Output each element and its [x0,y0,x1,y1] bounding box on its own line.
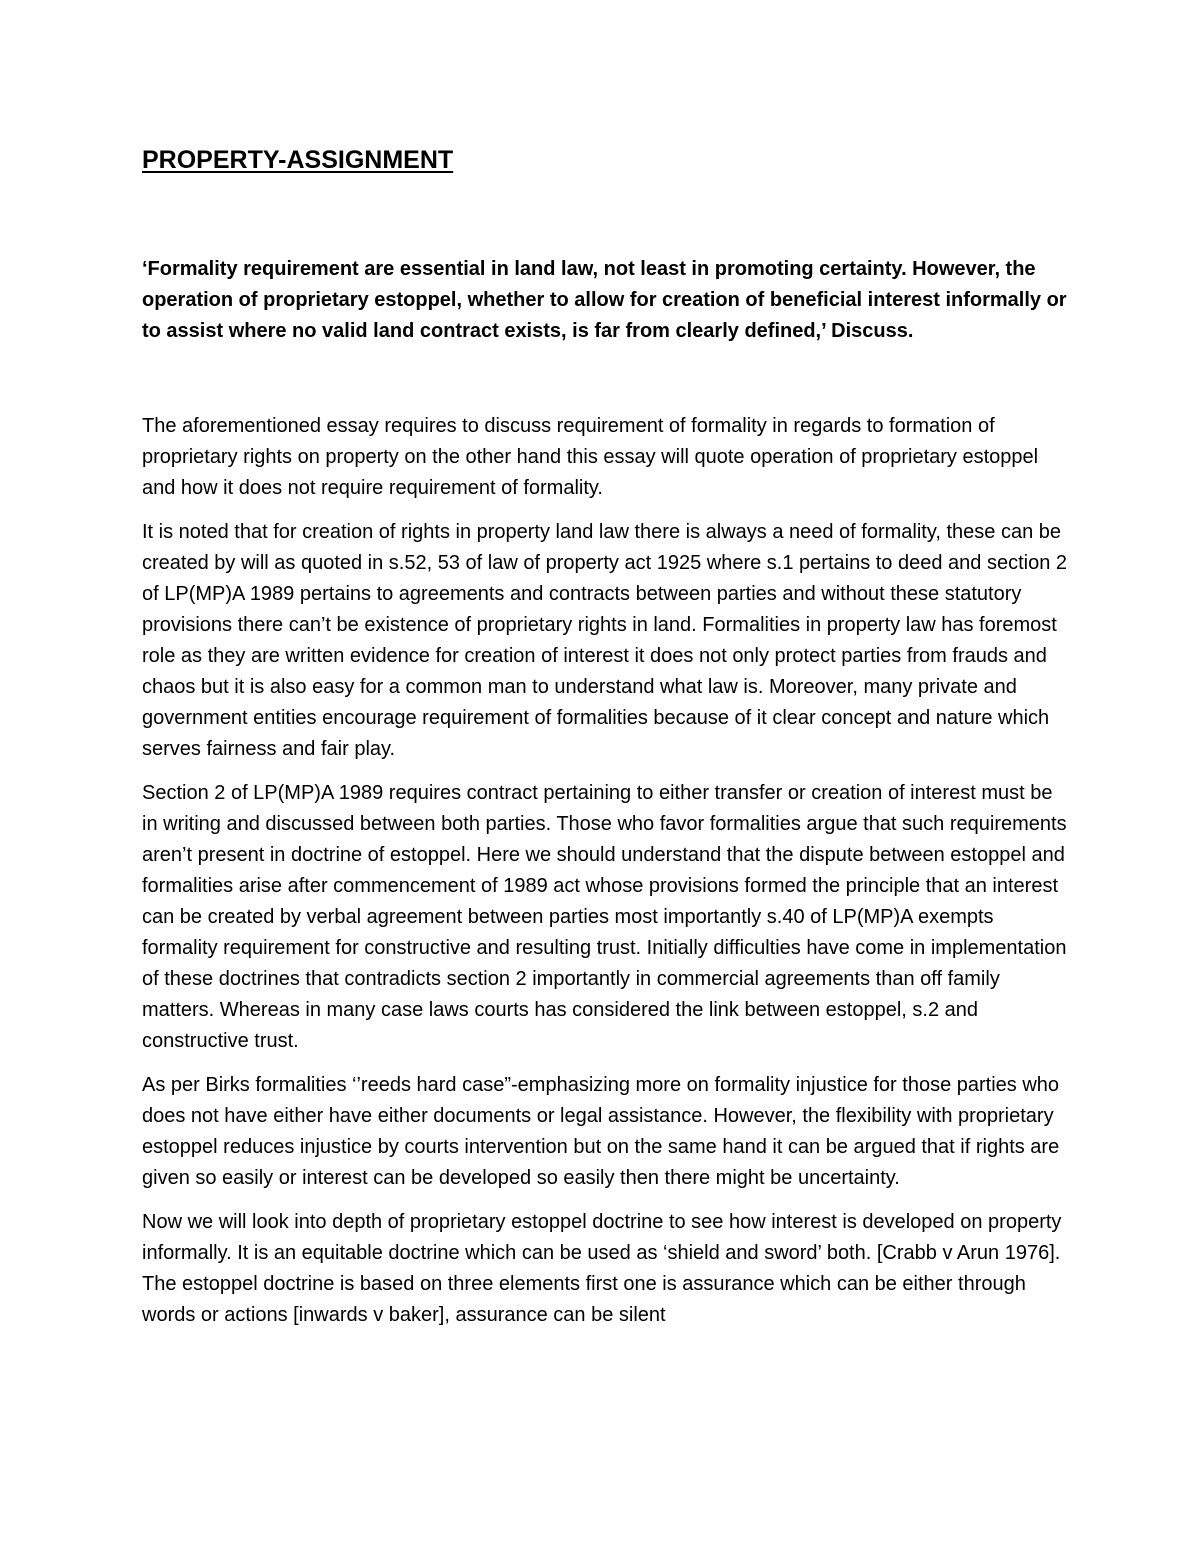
document-title: PROPERTY-ASSIGNMENT [142,146,454,174]
paragraph-birks: As per Birks formalities ‘’reeds hard case”-emphasizing more on formality injustice for those parties who does not have either have either documents or legal assistance. However, the flexibility with proprietary estoppel reduces injustice by courts intervention but on the same hand it can be argued that if rights are given so easily or interest can be developed so easily then there might be uncertainty. [142,1074,1060,1189]
essay-question: ‘Formality requirement are essential in land law, not least in promoting certainty. However, the operation of proprietary estoppel, whether to allow for creation of beneficial interest informally or to assist where no valid land contract exists, is far from clearly defined,’ Discuss. [142,258,1067,342]
paragraph-formality: It is noted that for creation of rights in property land law there is always a need of formality, these can be created by will as quoted in s.52, 53 of law of property act 1925 where s.1 pertains to deed and section 2 of LP(MP)A 1989 pertains to agreements and contracts between parties and without these statutory provisions there can’t be existence of proprietary rights in land. Formalities in property law has foremost role as they are written evidence for creation of interest it does not only protect parties from frauds and chaos but it is also easy for a common man to understand what law is. Moreover, many private and government entities encourage requirement of formalities because of it clear concept and nature which serves fairness and fair play. [142,521,1068,760]
paragraph-intro: The aforementioned essay requires to discuss requirement of formality in regards to formation of proprietary rights on property on the other hand this essay will quote operation of proprietary estoppel and how it does not require requirement of formality. [142,415,1039,499]
paragraph-section-2: Section 2 of LP(MP)A 1989 requires contract pertaining to either transfer or creation of interest must be in writing and discussed between both parties. Those who favor formalities argue that such requirements aren’t present in doctrine of estoppel. Here we should understand that the dispute between estoppel and formalities arise after commencement of 1989 act whose provisions formed the principle that an interest can be created by verbal agreement between parties most importantly s.40 of LP(MP)A exempts formality requirement for constructive and resulting trust. Initially difficulties have come in implementation of these doctrines that contradicts section 2 importantly in commercial agreements than off family matters. Whereas in many case laws courts has considered the link between estoppel, s.2 and constructive trust. [142,782,1067,1052]
essay-body [142,411,1072,1344]
paragraph-estoppel-doctrine: Now we will look into depth of proprietary estoppel doctrine to see how interest is developed on property informally. It is an equitable doctrine which can be used as ‘shield and sword’ both. [Crabb v Arun 1976]. The estoppel doctrine is based on three elements first one is assurance which can be either through words or actions [inwards v baker], assurance can be silent [142,1211,1062,1326]
